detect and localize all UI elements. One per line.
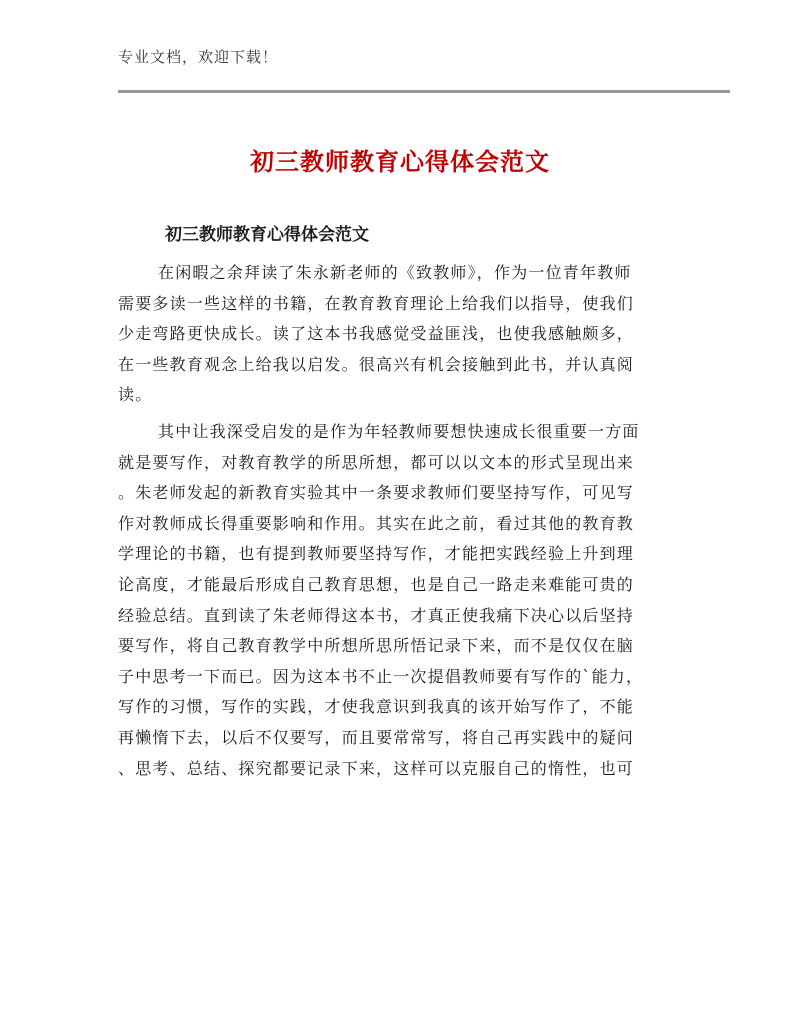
paragraph-line: 。朱老师发起的新教育实验其中一条要求教师们要坚持写作，可见写 bbox=[118, 483, 635, 503]
header-divider bbox=[118, 90, 730, 93]
document-subheading: 初三教师教育心得体会范文 bbox=[165, 225, 369, 245]
paragraph-line: 学理论的书籍，也有提到教师要坚持写作，才能把实践经验上升到理 bbox=[118, 544, 635, 564]
document-title: 初三教师教育心得体会范文 bbox=[250, 148, 550, 176]
paragraph-line: 其中让我深受启发的是作为年轻教师要想快速成长很重要一方面 bbox=[158, 421, 640, 441]
paragraph-line: 再懒惰下去，以后不仅要写，而且要常常写，将自己再实践中的疑问 bbox=[118, 727, 635, 747]
paragraph-line: 在一些教育观念上给我以启发。很高兴有机会接触到此书，并认真阅 bbox=[118, 354, 635, 374]
paragraph-line: 需要多读一些这样的书籍，在教育教育理论上给我们以指导，使我们 bbox=[118, 293, 635, 313]
paragraph-line: 经验总结。直到读了朱老师得这本书，才真正使我痛下决心以后坚持 bbox=[118, 605, 635, 625]
paragraph-line: 子中思考一下而已。因为这本书不止一次提倡教师要有写作的`能力， bbox=[118, 666, 644, 686]
paragraph-1 bbox=[118, 258, 678, 411]
paragraph-line: 、思考、总结、探究都要记录下来，这样可以克服自己的惰性，也可 bbox=[118, 758, 635, 778]
paragraph-line: 写作的习惯，写作的实践，才使我意识到我真的该开始写作了，不能 bbox=[118, 697, 635, 717]
paragraph-line: 少走弯路更快成长。读了这本书我感觉受益匪浅，也使我感触颇多， bbox=[118, 324, 635, 344]
paragraph-2 bbox=[118, 417, 678, 784]
paragraph-line: 在闲暇之余拜读了朱永新老师的《致教师》，作为一位青年教师 bbox=[158, 263, 632, 282]
paragraph-line: 读。 bbox=[118, 385, 153, 405]
header-note: 专业文档，欢迎下载！ bbox=[118, 48, 279, 66]
document-body bbox=[118, 258, 678, 784]
paragraph-line: 论高度，才能最后形成自己教育思想，也是自己一路走来难能可贵的 bbox=[118, 574, 635, 594]
paragraph-line: 要写作，将自己教育教学中所想所思所悟记录下来，而不是仅仅在脑 bbox=[118, 636, 635, 656]
paragraph-line: 就是要写作，对教育教学的所思所想，都可以以文本的形式呈现出来 bbox=[118, 452, 635, 472]
paragraph-line: 作对教师成长得重要影响和作用。其实在此之前，看过其他的教育教 bbox=[118, 513, 635, 533]
